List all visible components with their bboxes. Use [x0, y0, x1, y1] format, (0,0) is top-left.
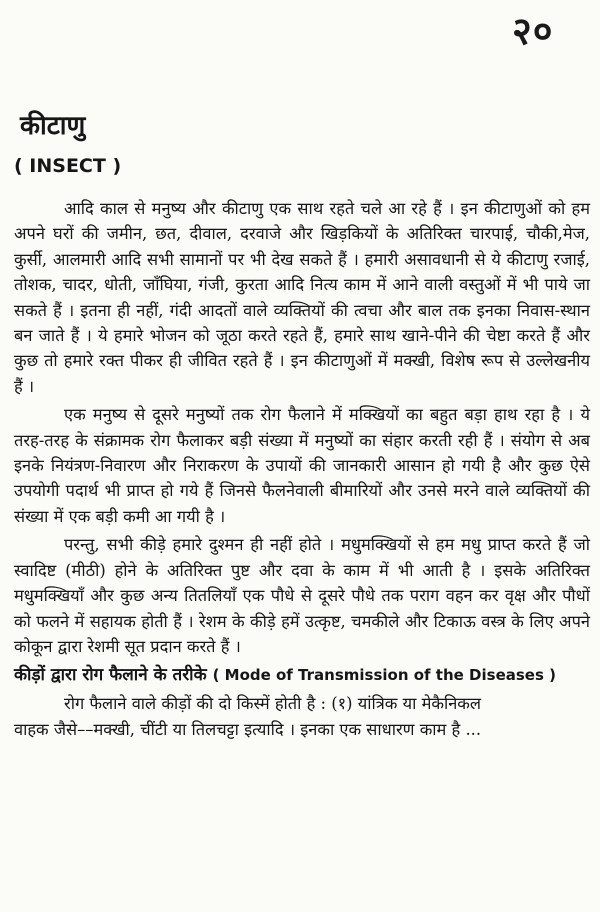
section-heading	[14, 662, 590, 689]
document-body	[14, 196, 590, 742]
page-subtitle: ( INSECT )	[14, 155, 122, 177]
page-number: २०	[512, 8, 554, 53]
paragraph-4-line-1: रोग फैलाने वाले कीड़ों की दो किस्में होती है : (१) यांत्रिक या मेकैनिकल	[64, 694, 482, 714]
section-heading-hindi: कीड़ों द्वारा रोग फैलाने के तरीके	[14, 665, 207, 686]
section-heading-english: ( Mode of Transmission of the Diseases )	[212, 666, 556, 685]
paragraph-2: एक मनुष्य से दूसरे मनुष्यों तक रोग फैलाने में मक्खियों का बहुत बड़ा हाथ रहा है । ये तरह-तरह के संक्रामक रोग फैलाकर बड़ी संख्या में मनुष्यों का संहार करती रही हैं । संयोग से अब इनके नियंत्रण-निवारण और निराकरण के उपायों की जानकारी आसान हो गयी है और कुछ ऐसे उपयोगी पदार्थ भी प्राप्त हो गये हैं जिनसे फैलनेवाली बीमारियों और उनसे मरने वाले व्यक्तियों की संख्या में एक बड़ी कमी आ गयी है ।	[14, 405, 590, 526]
paragraph-4-line-2: वाहक जैसे––मक्खी, चींटी या तिलचट्टा इत्यादि । इनका एक साधारण काम है ...	[14, 719, 482, 739]
page-title: कीटाणु	[20, 111, 86, 141]
paragraph-3: परन्तु, सभी कीड़े हमारे दुश्मन ही नहीं होते । मधुमक्खियों से हम मधु प्राप्त करते हैं जो स्वादिष्ट (मीठी) होने के अतिरिक्त पुष्ट और दवा के काम में भी आती है । इसके अतिरिक्त मधुमक्खियाँ और कुछ अन्य तितलियाँ एक पौधे से दूसरे पौधे तक पराग वहन कर वृक्ष और पौधों को फलने में सहायक होती हैं । रेशम के कीड़े हमें उत्कृष्ट, चमकीले और टिकाऊ वस्त्र के लिए अपने कोकून द्वारा रेशमी सूत प्रदान करते हैं ।	[14, 535, 590, 656]
paragraph-1: आदि काल से मनुष्य और कीटाणु एक साथ रहते चले आ रहे हैं । इन कीटाणुओं को हम अपने घरों की जमीन, छत, दीवाल, दरवाजे और खिड़कियों के अतिरिक्त चारपाई, चौकी,मेज, कुर्सी, आलमारी आदि सभी सामानों पर भी देख सकते हैं । हमारी असावधानी से ये कीटाणु रजाई, तोशक, चादर, धोती, जाँघिया, गंजी, कुरता आदि नित्य काम में आने वाली वस्तुओं में भी पाये जा सकते हैं । इतना ही नहीं, गंदी आदतों वाले व्यक्तियों की त्वचा और बाल तक इनका निवास-स्थान बन जाते हैं । ये हमारे भोजन को जूठा करते रहते हैं, हमारे साथ खाने-पीने की चेष्टा करते हैं और कुछ तो हमारे रक्त पीकर ही जीवित रहते हैं । इन कीटाणुओं में मक्खी, विशेष रूप से उल्लेखनीय हैं ।	[14, 199, 590, 396]
